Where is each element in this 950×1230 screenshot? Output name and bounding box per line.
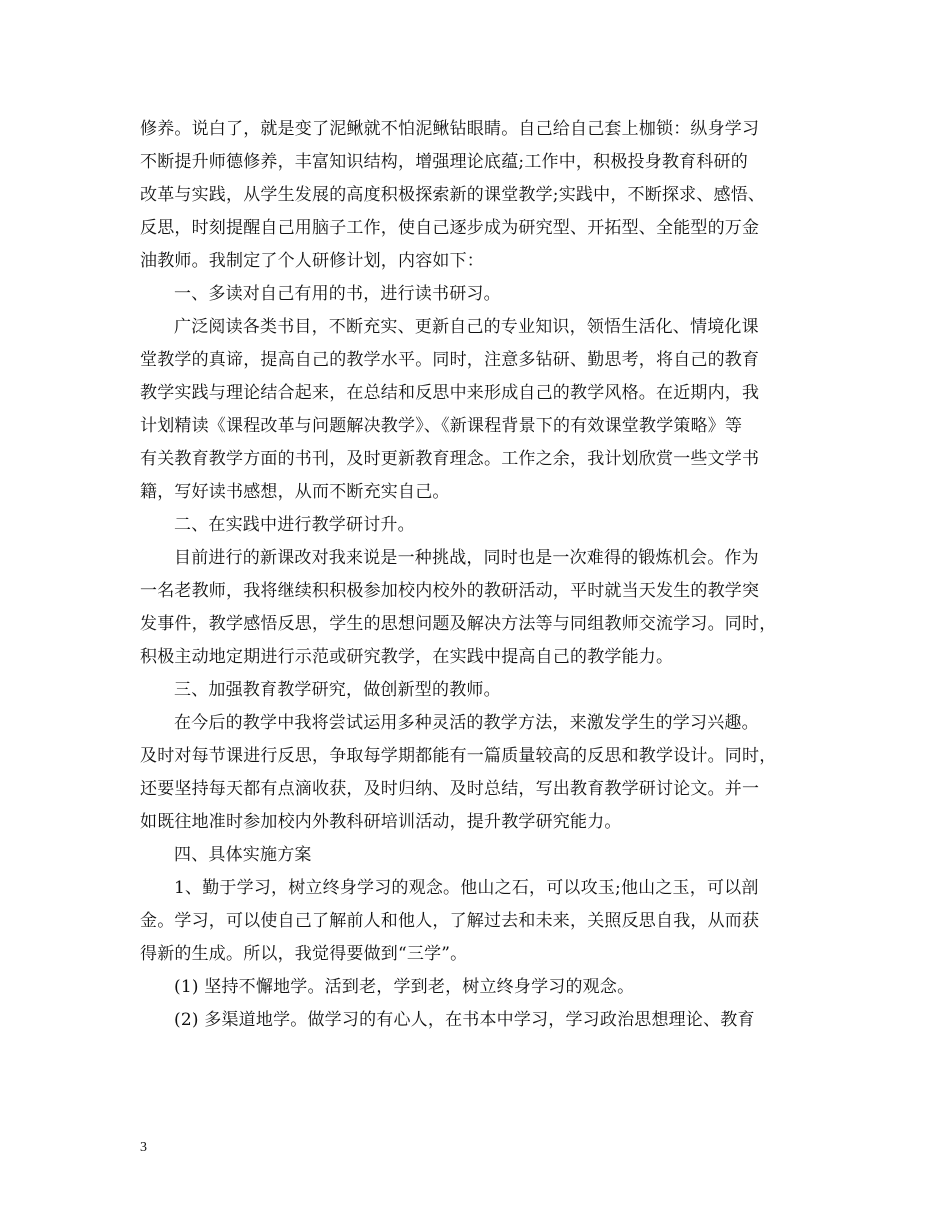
text-line: 二、在实践中进行教学研讨升。 — [174, 515, 415, 535]
text-line: 计划精读《课程改革与问题解决教学》、《新课程背景下的有效课堂教学策略》等 — [140, 416, 743, 436]
text-line: 堂教学的真谛，提高自己的教学水平。同时，注意多钻研、勤思考，将自己的教育 — [140, 350, 760, 370]
text-line: (1) 坚持不懈地学。活到老，学到老，树立终身学习的观念。 — [174, 977, 635, 997]
text-line: 不断提升师德修养，丰富知识结构，增强理论底蕴;工作中，积极投身教育科研的 — [140, 152, 748, 172]
text-line: 发事件，教学感悟反思，学生的思想问题及解决方法等与同组教师交流学习。同时， — [140, 614, 777, 634]
text-line: 籍，写好读书感想，从而不断充实自己。 — [140, 482, 450, 502]
text-line: 四、具体实施方案 — [174, 845, 312, 865]
text-line: 广泛阅读各类书目，不断充实、更新自己的专业知识，领悟生活化、情境化课 — [174, 317, 759, 337]
text-line: 油教师。我制定了个人研修计划，内容如下： — [140, 251, 484, 271]
text-line: 修养。说白了，就是变了泥鳅就不怕泥鳅钻眼睛。自己给自己套上枷锁：纵身学习 — [140, 119, 760, 139]
text-line: 教学实践与理论结合起来，在总结和反思中来形成自己的教学风格。在近期内，我 — [140, 383, 760, 403]
text-line: 目前进行的新课改对我来说是一种挑战，同时也是一次难得的锻炼机会。作为 — [174, 548, 759, 568]
text-line: 积极主动地定期进行示范或研究教学，在实践中提高自己的教学能力。 — [140, 647, 674, 667]
page-number: 3 — [140, 1140, 147, 1155]
text-line: 金。学习，可以使自己了解前人和他人，了解过去和未来，关照反思自我，从而获 — [140, 911, 760, 931]
text-line: 有关教育教学方面的书刊，及时更新教育理念。工作之余，我计划欣赏一些文学书 — [140, 449, 760, 469]
text-line: 及时对每节课进行反思，争取每学期都能有一篇质量较高的反思和教学设计。同时， — [140, 746, 777, 766]
text-line: 一名老教师，我将继续积积极参加校内校外的教研活动，平时就当天发生的教学突 — [140, 581, 760, 601]
text-line: 如既往地准时参加校内外教科研培训活动，提升教学研究能力。 — [140, 812, 622, 832]
text-line: 1、勤于学习，树立终身学习的观念。他山之石，可以攻玉;他山之玉，可以剖 — [174, 878, 759, 898]
text-line: 一、多读对自己有用的书，进行读书研习。 — [174, 284, 501, 304]
text-line: 改革与实践，从学生发展的高度积极探索新的课堂教学;实践中，不断探求、感悟、 — [140, 185, 766, 205]
text-line: (2) 多渠道地学。做学习的有心人，在书本中学习，学习政治思想理论、教育 — [174, 1010, 755, 1030]
text-line: 得新的生成。所以，我觉得要做到“三学”。 — [140, 944, 468, 964]
text-line: 三、加强教育教学研究，做创新型的教师。 — [174, 680, 501, 700]
document-body — [140, 113, 815, 1037]
text-line: 在今后的教学中我将尝试运用多种灵活的教学方法，来激发学生的学习兴趣。 — [174, 713, 759, 733]
text-line: 反思，时刻提醒自己用脑子工作，使自己逐步成为研究型、开拓型、全能型的万金 — [140, 218, 760, 238]
text-line: 还要坚持每天都有点滴收获，及时归纳、及时总结，写出教育教学研讨论文。并一 — [140, 779, 760, 799]
